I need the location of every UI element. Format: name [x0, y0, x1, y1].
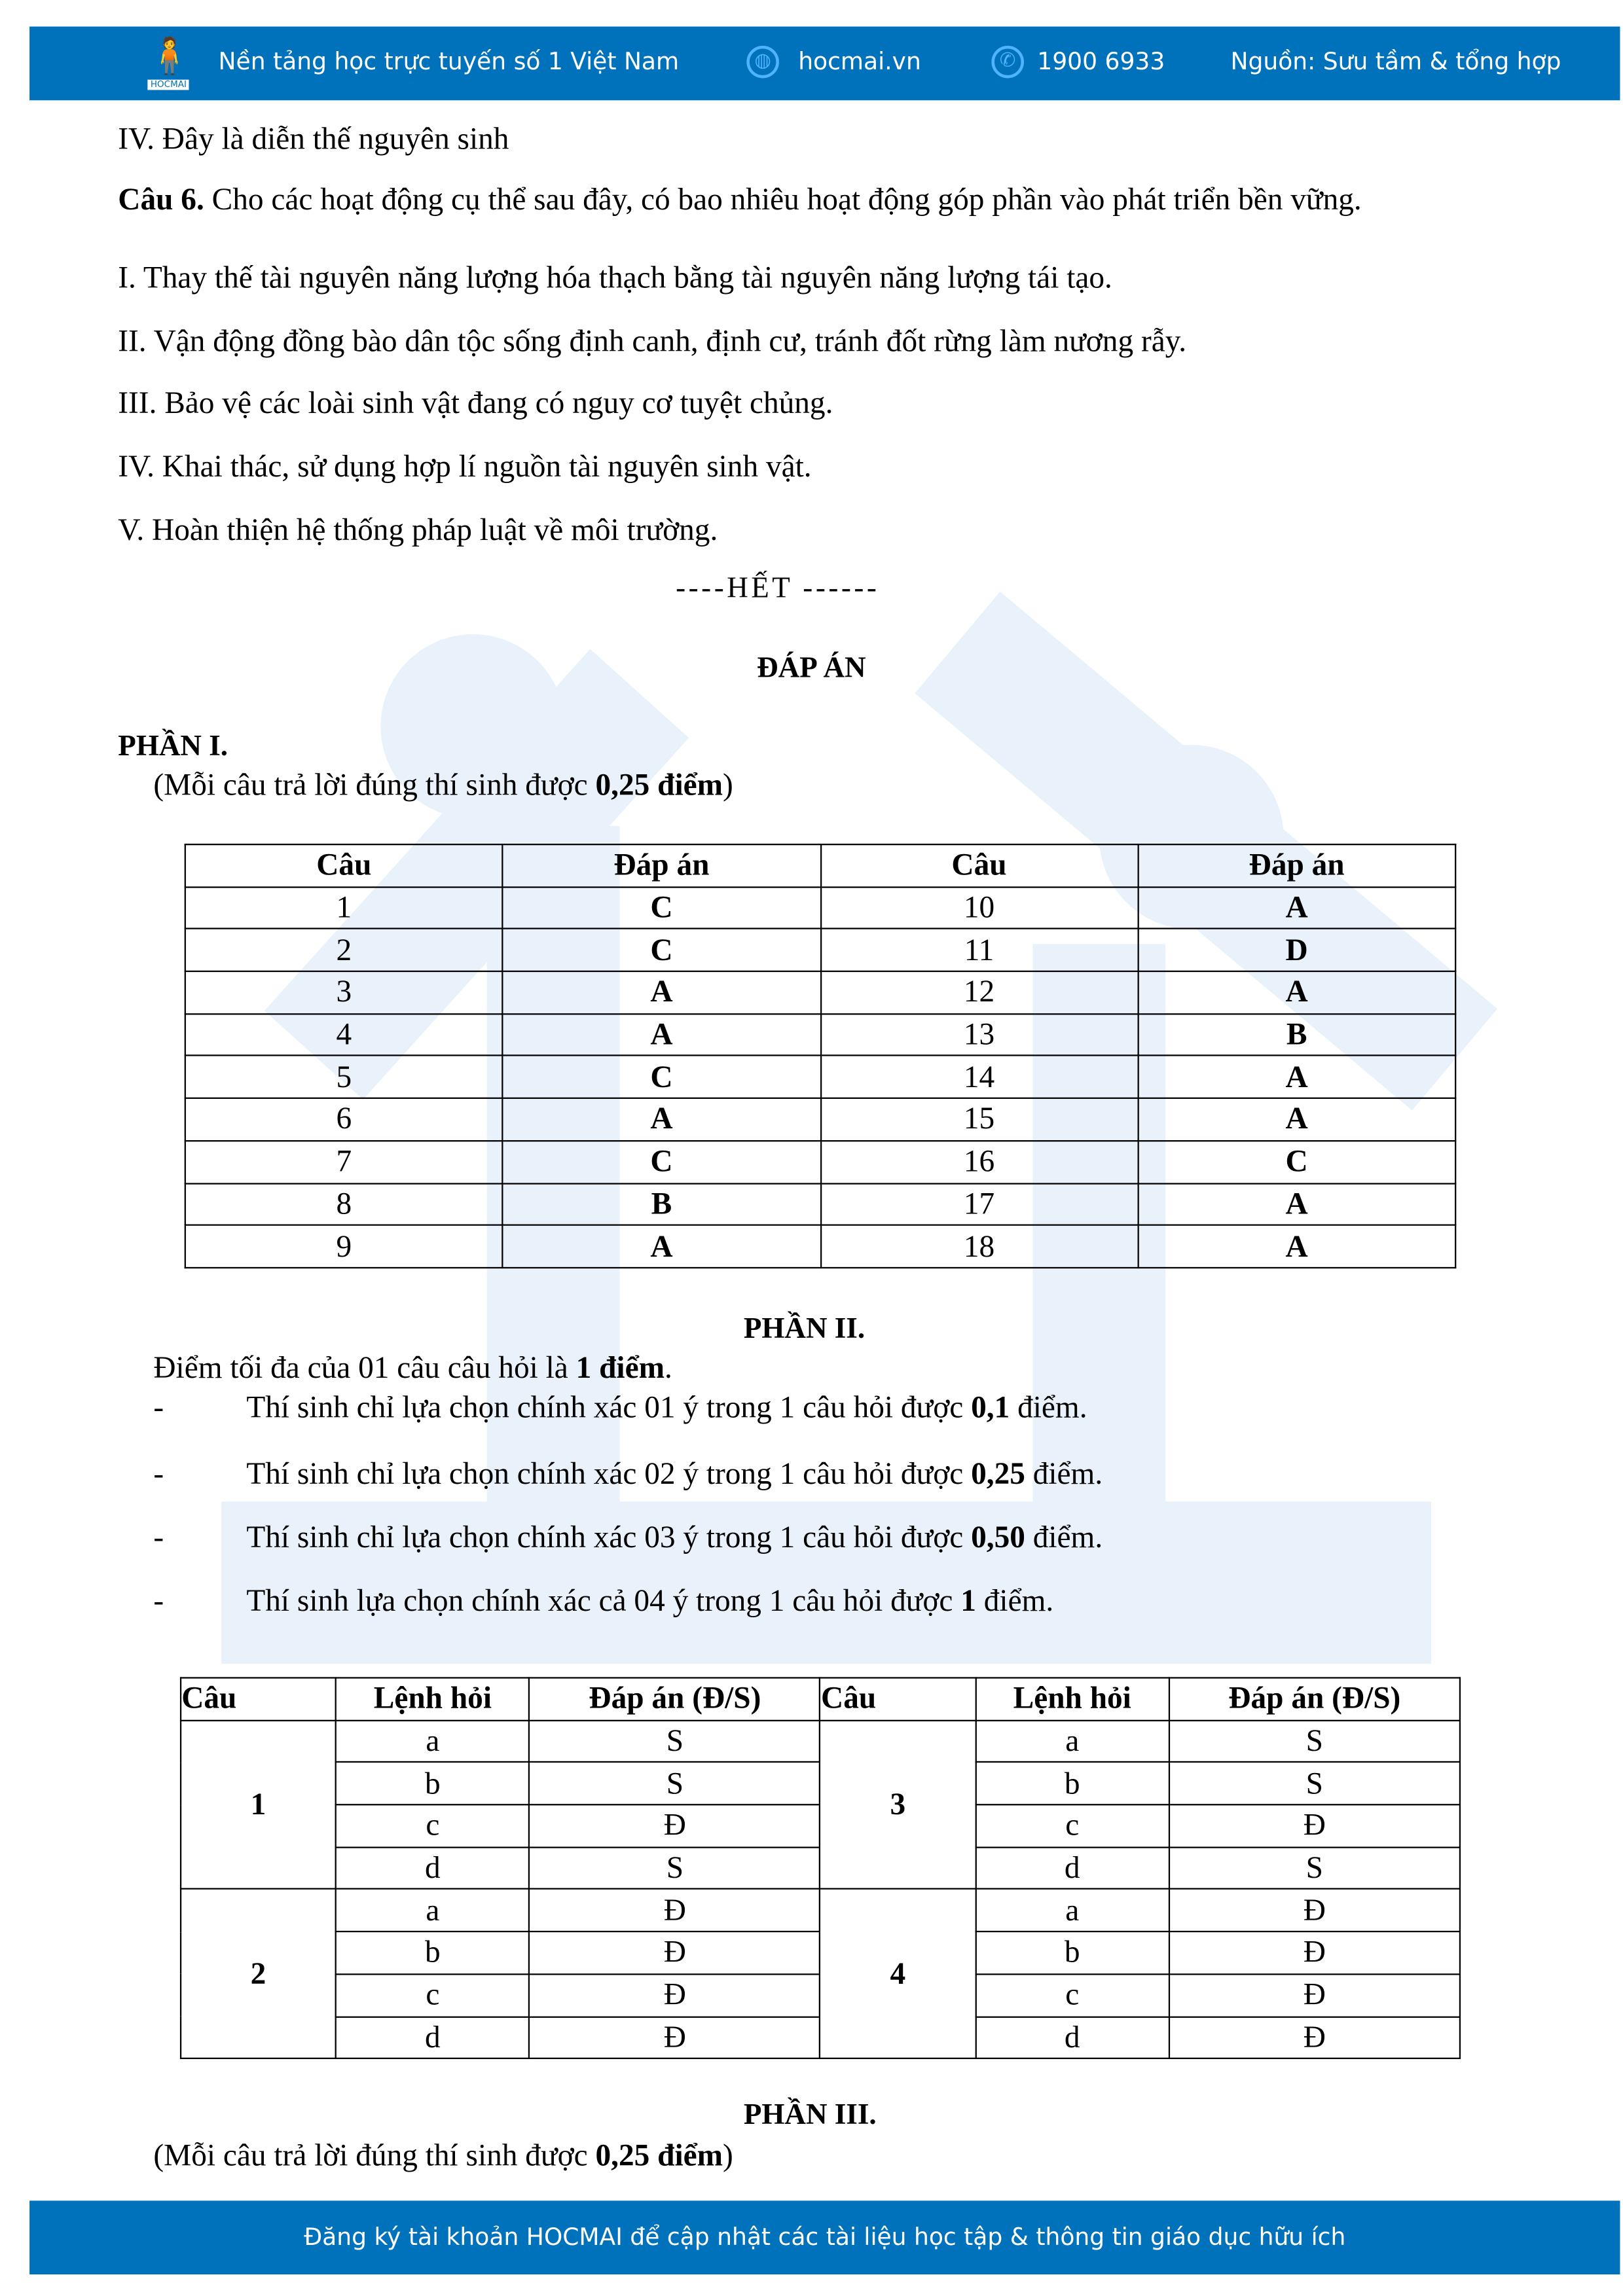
table-cell: 10	[820, 887, 1138, 929]
part2-answer-table	[180, 1677, 1461, 2059]
answer: Đ	[530, 1804, 820, 1847]
table-cell: 3	[185, 971, 503, 1014]
answer: Đ	[530, 1931, 820, 1974]
answer: Đ	[1169, 1890, 1460, 1932]
statement: c	[976, 1974, 1169, 2017]
table-row	[185, 1056, 1455, 1098]
bullet: -	[153, 1456, 164, 1492]
table-row	[181, 1720, 1460, 1763]
statement: a	[976, 1890, 1169, 1932]
table-row	[185, 1014, 1455, 1056]
table-cell: A	[503, 1098, 820, 1141]
hocmai-logo[interactable]: 🧍	[147, 35, 192, 77]
statement: c	[336, 1974, 530, 2017]
note-text: )	[723, 2137, 733, 2173]
answer: S	[530, 1720, 820, 1763]
part3-note	[153, 2137, 733, 2174]
answer: Đ	[530, 2017, 820, 2059]
answer: Đ	[1169, 2017, 1460, 2059]
note-text: (Mỗi câu trả lời đúng thí sinh được	[153, 2137, 596, 2173]
header-cell: Lệnh hỏi	[976, 1677, 1169, 1720]
bold-text: 1	[960, 1583, 976, 1619]
header-cell: Lệnh hỏi	[336, 1677, 530, 1720]
table-row	[185, 929, 1455, 971]
table-cell: 1	[185, 887, 503, 929]
table-cell: 18	[820, 1225, 1138, 1268]
table-cell: 9	[185, 1225, 503, 1268]
header-bar	[29, 27, 1620, 101]
footer-text[interactable]: Đăng ký tài khoản HOCMAI để cập nhật các tài liệu học tập & thông tin giáo dục hữu ích	[304, 2223, 1346, 2251]
bullet: -	[153, 1583, 164, 1619]
table-row	[185, 1225, 1455, 1268]
statement: a	[336, 1890, 530, 1932]
note-text: (Mỗi câu trả lời đúng thí sinh được	[153, 766, 596, 802]
statement: d	[976, 2017, 1169, 2059]
statement: d	[976, 1847, 1169, 1890]
table-cell: C	[503, 1141, 820, 1183]
table-cell: 6	[185, 1098, 503, 1141]
bullet: -	[153, 1519, 164, 1555]
statement: b	[336, 1763, 530, 1805]
answer: S	[530, 1847, 820, 1890]
scoring-rule	[246, 1519, 1103, 1556]
table-cell: A	[503, 1225, 820, 1268]
bold-text: 0,50	[971, 1519, 1025, 1555]
header-cell: Đáp án	[1138, 844, 1455, 887]
statement: c	[976, 1804, 1169, 1847]
table-header	[181, 1677, 1460, 1720]
q6-label: Câu 6.	[118, 181, 204, 217]
question-6	[118, 181, 1416, 218]
part2-max-score	[153, 1350, 672, 1386]
scoring-rule	[246, 1390, 1087, 1426]
end-marker: ----HẾT ------	[676, 572, 880, 605]
q6-text: Cho các hoạt động cụ thể sau đây, có bao nhiêu hoạt động góp phần vào phát triển bền vững.	[204, 181, 1362, 217]
table-cell: 2	[185, 929, 503, 971]
scoring-rule	[246, 1456, 1103, 1492]
bold-text: 0,25	[971, 1456, 1025, 1492]
table-header	[185, 844, 1455, 887]
table-row	[185, 887, 1455, 929]
bullet: -	[153, 1389, 164, 1425]
statement: a	[336, 1720, 530, 1763]
answer: S	[1169, 1720, 1460, 1763]
question-number: 4	[820, 1890, 976, 2059]
statement: b	[976, 1931, 1169, 1974]
table-cell: C	[503, 887, 820, 929]
table-row	[181, 1890, 1460, 1932]
table-row	[185, 1141, 1455, 1183]
text: Thí sinh chỉ lựa chọn chính xác 02 ý trong 1 câu hỏi được	[246, 1456, 972, 1492]
statement: a	[976, 1720, 1169, 1763]
table-row	[185, 971, 1455, 1014]
q6-item: III. Bảo vệ các loài sinh vật đang có nguy cơ tuyệt chủng.	[118, 385, 833, 421]
answer: S	[1169, 1763, 1460, 1805]
answer: Đ	[1169, 1974, 1460, 2017]
logo-text: HOCMAI	[147, 80, 189, 90]
answer: Đ	[1169, 1931, 1460, 1974]
table-cell: A	[1138, 887, 1455, 929]
text: Thí sinh chỉ lựa chọn chính xác 03 ý trong 1 câu hỏi được	[246, 1519, 972, 1555]
answer: Đ	[1169, 1804, 1460, 1847]
table-cell: A	[1138, 1225, 1455, 1268]
table-cell: A	[1138, 971, 1455, 1014]
note-text: )	[723, 766, 733, 802]
table-cell: 7	[185, 1141, 503, 1183]
question-number: 3	[820, 1720, 976, 1890]
part2-title: PHẦN II.	[743, 1312, 866, 1346]
q6-item: V. Hoàn thiện hệ thống pháp luật về môi trường.	[118, 511, 718, 548]
table-cell: B	[503, 1183, 820, 1225]
table-cell: B	[1138, 1014, 1455, 1056]
header-cell: Đáp án (Đ/S)	[1169, 1677, 1460, 1720]
text: điểm.	[976, 1583, 1054, 1619]
text: Thí sinh chỉ lựa chọn chính xác 01 ý trong 1 câu hỏi được	[246, 1389, 972, 1425]
statement: b	[336, 1931, 530, 1974]
slogan: Nền tảng học trực tuyến số 1 Việt Nam	[218, 47, 680, 75]
statement: d	[336, 2017, 530, 2059]
answer: Đ	[530, 1974, 820, 2017]
table-cell: A	[1138, 1098, 1455, 1141]
table-cell: A	[503, 971, 820, 1014]
header-cell: Câu	[820, 1677, 976, 1720]
table-row	[185, 1183, 1455, 1225]
bold-text: 1 điểm	[575, 1350, 665, 1386]
table-cell: C	[503, 929, 820, 971]
table-cell: 16	[820, 1141, 1138, 1183]
statement: b	[976, 1763, 1169, 1805]
text: Thí sinh lựa chọn chính xác cả 04 ý trong 1 câu hỏi được	[246, 1583, 961, 1619]
q6-item: II. Vận động đồng bào dân tộc sống định canh, định cư, tránh đốt rừng làm nương rẫy.	[118, 323, 1187, 359]
scoring-rule	[246, 1583, 1053, 1619]
table-cell: 5	[185, 1056, 503, 1098]
q6-item: I. Thay thế tài nguyên năng lượng hóa thạch bằng tài nguyên năng lượng tái tạo.	[118, 259, 1112, 295]
header-cell: Câu	[185, 844, 503, 887]
table-cell: A	[503, 1014, 820, 1056]
table-cell: A	[1138, 1056, 1455, 1098]
q6-item: IV. Khai thác, sử dụng hợp lí nguồn tài nguyên sinh vật.	[118, 448, 812, 484]
part1-answer-table	[185, 844, 1457, 1268]
header-cell: Câu	[181, 1677, 336, 1720]
note-bold: 0,25 điểm	[595, 2137, 723, 2173]
statement: d	[336, 1847, 530, 1890]
text: điểm.	[1025, 1519, 1103, 1555]
answer-title: ĐÁP ÁN	[757, 652, 866, 685]
table-cell: 11	[820, 929, 1138, 971]
part1-title: PHẦN I.	[118, 730, 228, 763]
text: Điểm tối đa của 01 câu câu hỏi là	[153, 1350, 576, 1386]
header-cell: Đáp án (Đ/S)	[530, 1677, 820, 1720]
table-cell: 17	[820, 1183, 1138, 1225]
header-cell: Câu	[820, 844, 1138, 887]
table-row	[185, 1098, 1455, 1141]
source-note: Nguồn: Sưu tầm & tổng hợp	[1230, 47, 1561, 75]
text: điểm.	[1010, 1389, 1087, 1425]
text: điểm.	[1025, 1456, 1103, 1492]
header-cell: Đáp án	[503, 844, 820, 887]
table-cell: C	[1138, 1141, 1455, 1183]
text: .	[665, 1350, 672, 1386]
footer-bar	[29, 2200, 1620, 2274]
table-cell: 12	[820, 971, 1138, 1014]
table-cell: 13	[820, 1014, 1138, 1056]
question-number: 2	[181, 1890, 336, 2059]
answer: Đ	[530, 1890, 820, 1932]
table-cell: A	[1138, 1183, 1455, 1225]
table-cell: 8	[185, 1183, 503, 1225]
table-cell: D	[1138, 929, 1455, 971]
website-link[interactable]: hocmai.vn	[798, 47, 921, 75]
table-cell: 14	[820, 1056, 1138, 1098]
note-bold: 0,25 điểm	[595, 766, 723, 802]
bold-text: 0,1	[971, 1389, 1010, 1425]
answer: S	[530, 1763, 820, 1805]
table-cell: C	[503, 1056, 820, 1098]
globe-icon: ◍	[746, 46, 779, 79]
phone-icon: ✆	[991, 46, 1024, 79]
part1-note	[153, 767, 733, 804]
part3-title: PHẦN III.	[743, 2098, 877, 2132]
prev-item: IV. Đây là diễn thế nguyên sinh	[118, 120, 509, 156]
question-number: 1	[181, 1720, 336, 1890]
table-cell: 4	[185, 1014, 503, 1056]
answer: S	[1169, 1847, 1460, 1890]
phone-number[interactable]: 1900 6933	[1037, 47, 1165, 75]
statement: c	[336, 1804, 530, 1847]
table-cell: 15	[820, 1098, 1138, 1141]
